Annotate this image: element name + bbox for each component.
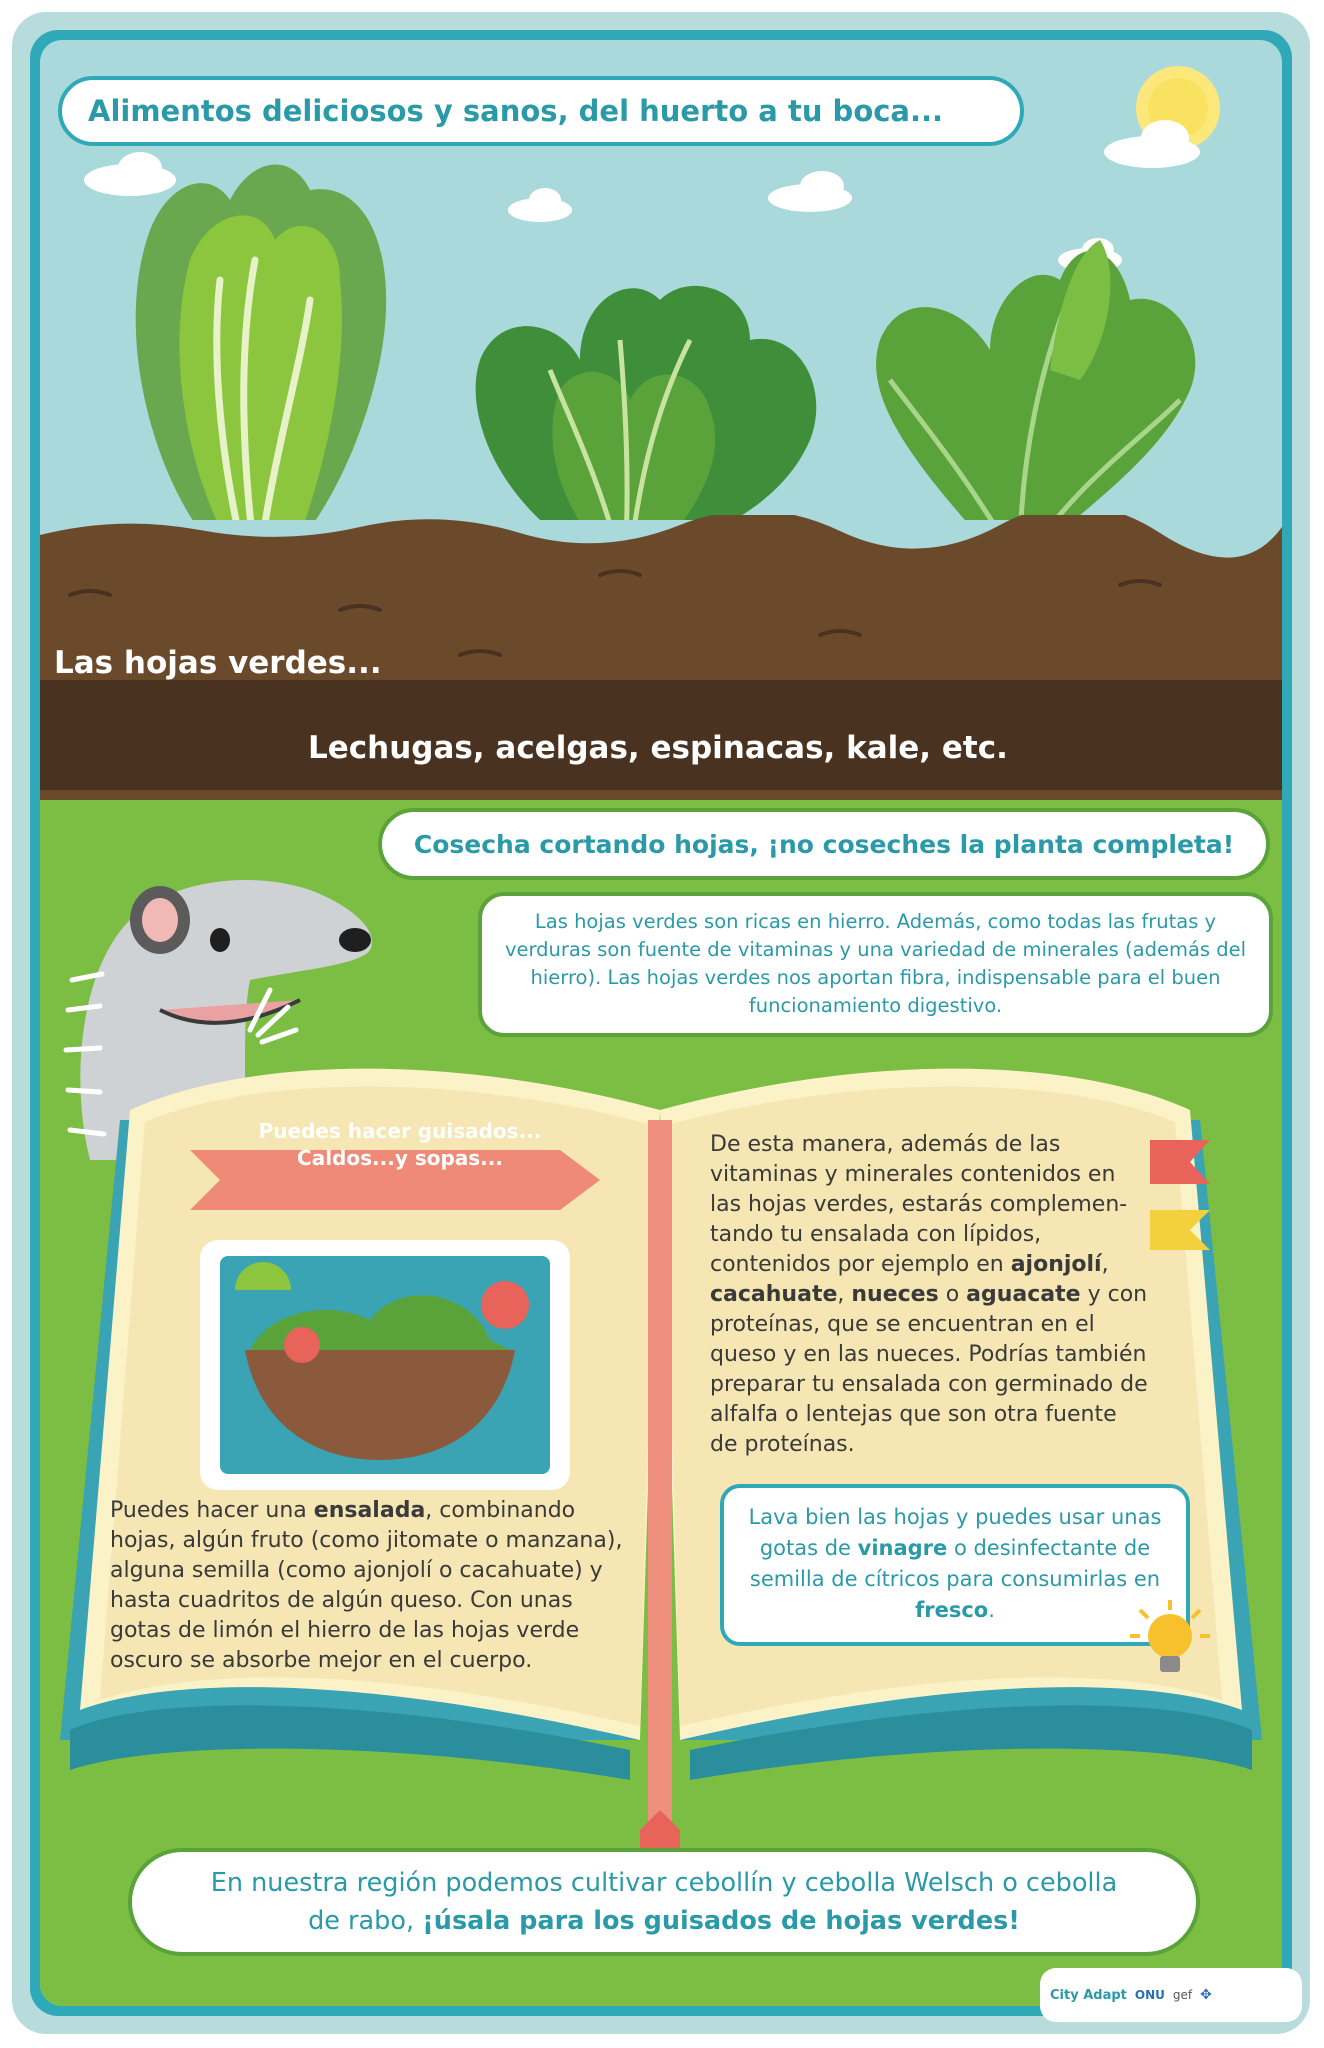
ribbon-line-1: Puedes hacer guisados...	[258, 1119, 542, 1143]
right-page-text: De esta manera, además de las vitaminas y minerales contenidos en las hojas verdes, estarás complementando tu ensalada con lípidos, contenidos por ejemplo en ajonjolí, cacahuate, nueces o aguacate y con proteínas, que se encuentran en el queso y en las nueces. Podrías también preparar tu ensalada con germinado de alfalfa o lentejas que son otra fuente de proteínas.	[710, 1132, 1148, 1457]
lettuce-plant-icon	[136, 165, 386, 520]
partner-logos	[1040, 1968, 1302, 2022]
page-title: Alimentos deliciosos y sanos, del huerto a tu boca...	[58, 76, 1024, 146]
poster-panel	[40, 40, 1282, 2006]
regional-tip-line-1: En nuestra región podemos cultivar cebollín y cebolla Welsch o cebolla	[210, 1868, 1118, 1898]
harvest-tip-bubble: Cosecha cortando hojas, ¡no coseches la planta completa!	[378, 808, 1270, 880]
left-page-text: Puedes hacer una ensalada, combinando hojas, algún fruto (como jitomate o manzana), alguna semilla (como ajonjolí o cacahuate) y hasta cuadritos de algún queso. Con unas gotas de limón el hierro de las hojas verde oscuro se absorbe mejor en el cuerpo.	[110, 1498, 623, 1673]
emblem-icon: ✥	[1200, 1987, 1212, 2003]
regional-tip-box	[128, 1848, 1200, 1956]
section-heading: Las hojas verdes...	[54, 645, 382, 681]
regional-tip-line-2: de rabo, ¡úsala para los guisados de hojas verdes!	[308, 1906, 1020, 1936]
gef-logo: gef	[1172, 1988, 1193, 2002]
onu-logo: ONU	[1134, 1988, 1165, 2002]
wash-tip-box: Lava bien las hojas y puedes usar unas gotas de vinagre o desinfectante de semilla de cítricos para consumirlas en fresco.	[720, 1484, 1190, 1646]
nutrition-info-box: Las hojas verdes son ricas en hierro. Además, como todas las frutas y verduras son fuente de vitaminas y una variedad de minerales (además del hierro). Las hojas verdes nos aportan fibra, indispensable para el buen funcionamiento digestivo.	[478, 892, 1273, 1037]
section-subheading: Lechugas, acelgas, espinacas, kale, etc.	[308, 730, 1008, 766]
ribbon-label	[240, 1118, 560, 1172]
lightbulb-icon	[1130, 1600, 1210, 1690]
ribbon-line-2: Caldos...y sopas...	[297, 1146, 503, 1170]
chard-plant-icon	[476, 286, 817, 520]
spinach-plant-icon	[876, 240, 1195, 520]
cityadapt-logo: City Adapt	[1050, 1987, 1127, 2003]
